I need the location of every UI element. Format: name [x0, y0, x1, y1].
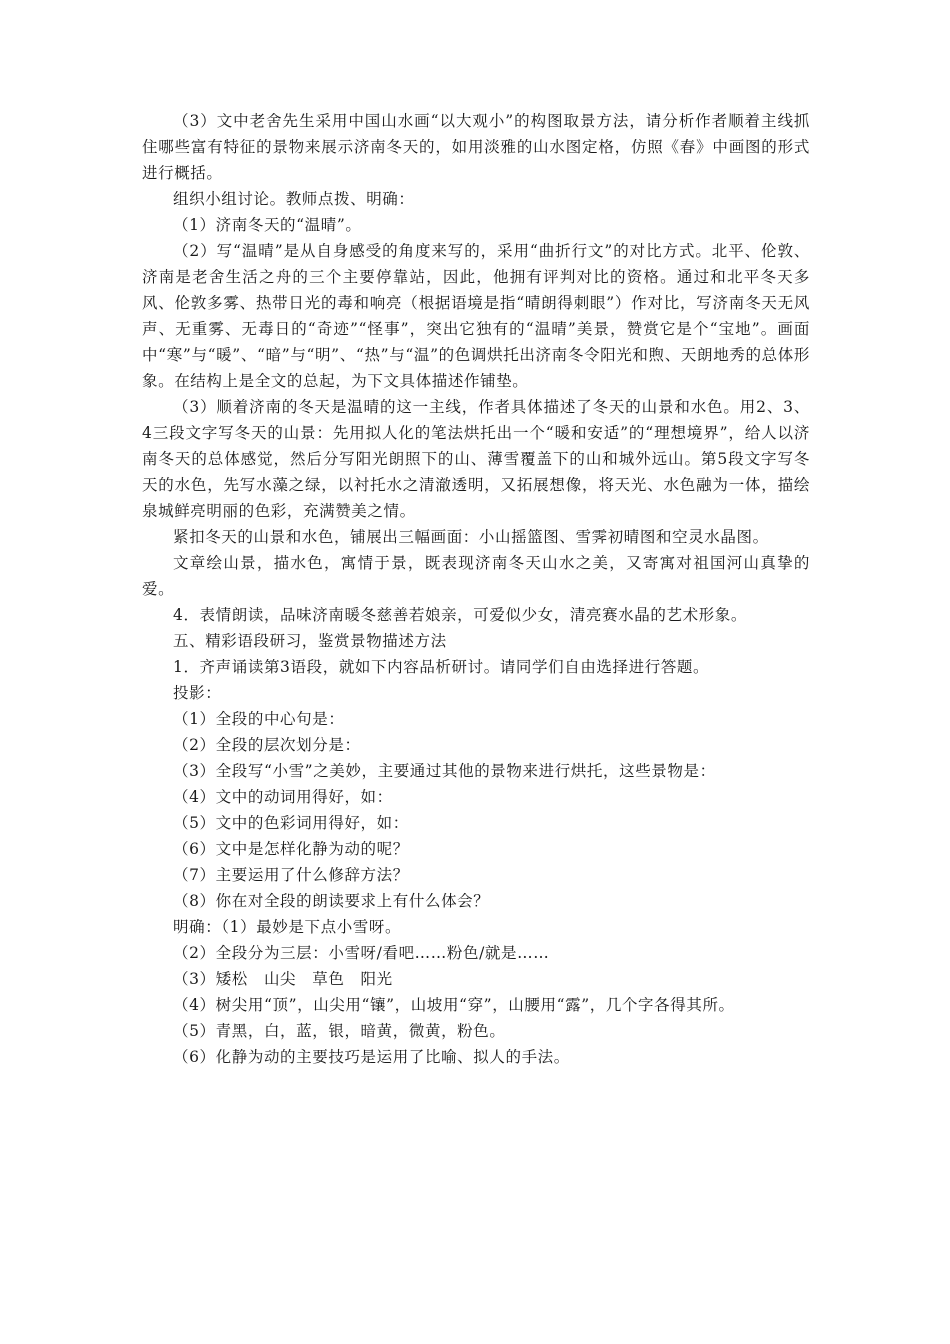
question-2: （2）全段的层次划分是：: [173, 736, 361, 754]
question-6: （6）文中是怎样化静为动的呢？: [173, 840, 409, 858]
paragraph-summary: 文章绘山景，描水色，寓情于景，既表现济南冬天山水之美，又寄寓对祖国河山真挚的爱。: [142, 554, 810, 598]
answer-3: （3）矮松 山尖 草色 阳光: [173, 970, 393, 988]
answer-2: （2）全段分为三层：小雪呀/看吧……粉色/就是……: [173, 944, 550, 962]
answer-5: （5）青黑，白，蓝，银，暗黄，微黄，粉色。: [173, 1022, 506, 1040]
paragraph-step-4: 4．表情朗读，品味济南暖冬慈善若娘亲，可爱似少女，清亮赛水晶的艺术形象。: [173, 606, 747, 624]
answer-4: （4）树尖用“顶”，山尖用“镶”，山坡用“穿”，山腰用“露”，几个字各得其所。: [173, 996, 735, 1014]
question-3: （3）全段写“小雪”之美妙，主要通过其他的景物来进行烘托，这些景物是：: [173, 762, 716, 780]
answer-6: （6）化静为动的主要技巧是运用了比喻、拟人的手法。: [173, 1048, 570, 1066]
document-page: [142, 108, 810, 1070]
section-heading-5: 五、精彩语段研习，鉴赏景物描述方法: [173, 632, 447, 650]
question-7: （7）主要运用了什么修辞方法？: [173, 866, 409, 884]
question-5: （5）文中的色彩词用得好，如：: [173, 814, 409, 832]
paragraph-point-2: （2）写“温晴”是从自身感受的角度来写的，采用“曲折行文”的对比方式。北平、伦敦、济南是老舍生活之舟的三个主要停靠站，因此，他拥有评判对比的资格。通过和北平冬天多风、伦敦多雾、热带日光的毒和响亮（根据语境是指“晴朗得刺眼”）作对比，写济南冬天无风声、无重雾、无毒日的“奇迹”“怪事”，突出它独有的“温晴”美景，赞赏它是个“宝地”。画面中“寒”与“暖”、“暗”与“明”、“热”与“温”的色调烘托出济南冬令阳光和煦、天朗地秀的总体形象。在结构上是全文的总起，为下文具体描述作铺垫。: [142, 242, 810, 390]
paragraph-recite: 1．齐声诵读第3语段，就如下内容品析研讨。请同学们自由选择进行答题。: [173, 658, 710, 676]
question-8: （8）你在对全段的朗读要求上有什么体会？: [173, 892, 490, 910]
answer-1: 明确：（1）最妙是下点小雪呀。: [173, 918, 402, 936]
paragraph-point-3: （3）顺着济南的冬天是温晴的这一主线，作者具体描述了冬天的山景和水色。用2、3、4三段文字写冬天的山景：先用拟人化的笔法烘托出一个“暖和安适”的“理想境界”，给人以济南冬天的总体感觉，然后分写阳光朗照下的山、薄雪覆盖下的山和城外远山。第5段文字写冬天的水色，先写水藻之绿，以衬托水之清澈透明，又拓展想像，将天光、水色融为一体，描绘泉城鲜亮明丽的色彩，充满赞美之情。: [142, 398, 810, 520]
paragraph-projection: 投影：: [173, 684, 222, 702]
paragraph-group-discussion: 组织小组讨论。教师点拨、明确：: [173, 190, 415, 208]
question-4: （4）文中的动词用得好，如：: [173, 788, 393, 806]
question-1: （1）全段的中心句是：: [173, 710, 345, 728]
paragraph-point-1: （1）济南冬天的“温晴”。: [173, 216, 362, 234]
paragraph-q3-intro: （3）文中老舍先生采用中国山水画“以大观小”的构图取景方法，请分析作者顺着主线抓住哪些富有特征的景物来展示济南冬天的，如用淡雅的山水图定格，仿照《春》中画图的形式进行概括。: [142, 112, 810, 182]
paragraph-three-scenes: 紧扣冬天的山景和水色，铺展出三幅画面：小山摇篮图、雪霁初晴图和空灵水晶图。: [173, 528, 769, 546]
